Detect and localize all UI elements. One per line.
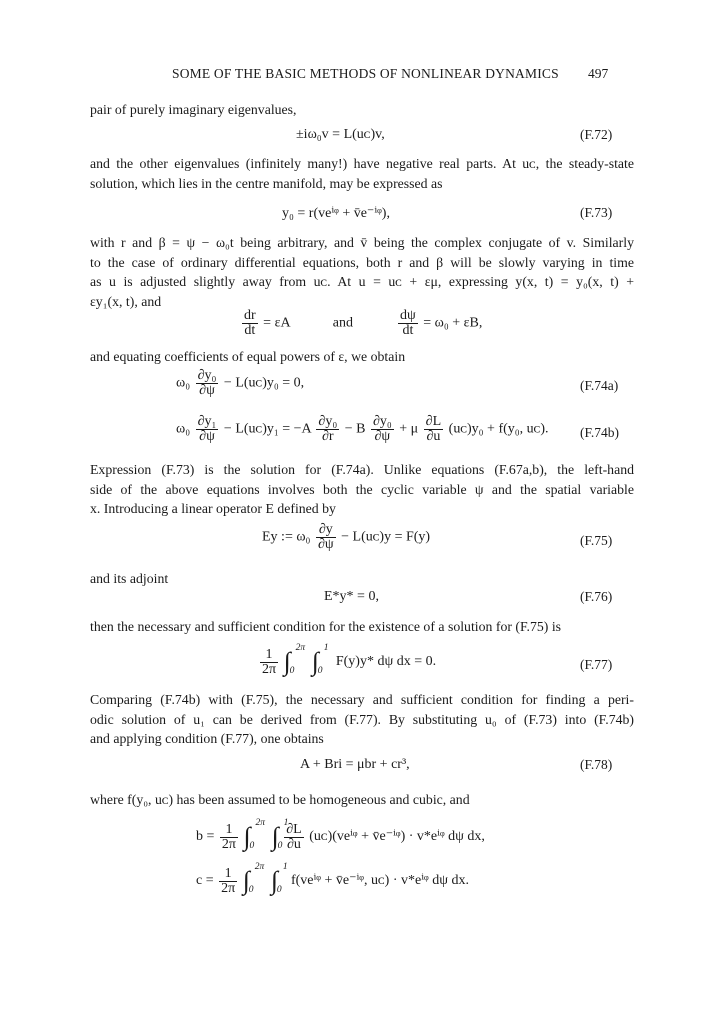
equation-f77 bbox=[258, 643, 437, 677]
equation-term: − L(uᴄ)y = F(y) bbox=[341, 529, 431, 545]
text-line: with r and β = ψ − ω₀t being arbitrary, and v̄ being the complex conjugate of v. Similarly bbox=[90, 235, 634, 250]
text-line: pair of purely imaginary eigenvalues, bbox=[90, 102, 297, 117]
equation-term: Ey := ω₀ bbox=[262, 529, 311, 545]
integral-sign: ∫ 2π 0 bbox=[243, 818, 265, 851]
text-line: εy₁(x, t), and bbox=[90, 293, 162, 309]
text-line: Comparing (F.74b) with (F.75), the necessary and sufficient condition for finding a peri- bbox=[90, 692, 634, 707]
paragraph-2 bbox=[90, 154, 634, 193]
text-line: to the case of ordinary differential equations, both r and β will be slowly varying in time bbox=[90, 254, 634, 270]
equation-tag-f73: (F.73) bbox=[580, 205, 613, 220]
page-number: 497 bbox=[588, 66, 609, 81]
equation-f74b bbox=[176, 415, 549, 444]
equation-f78: A + Bri = μbr + cr³, bbox=[300, 757, 410, 772]
equation-b bbox=[196, 818, 485, 852]
integral-sign: ∫ 1 0 bbox=[270, 862, 288, 895]
text-line: where f(y₀, uᴄ) has been assumed to be homogeneous and cubic, and bbox=[90, 792, 470, 807]
equation-term: F(y)y* dψ dx = 0. bbox=[335, 654, 437, 670]
paragraph-5 bbox=[90, 460, 634, 519]
equation-f76: E*y* = 0, bbox=[324, 589, 379, 604]
text-line: and its adjoint bbox=[90, 571, 169, 586]
equation-term: ω₀ bbox=[176, 421, 191, 437]
integral-sign: ∫ 2π 0 bbox=[242, 862, 265, 895]
equation-term: − L(uᴄ)y₀ = 0, bbox=[223, 375, 305, 391]
integral-sign: ∫ 2π 0 bbox=[283, 643, 306, 676]
text-line: x. Introducing a linear operator E defined by bbox=[90, 501, 336, 516]
paragraph-8 bbox=[90, 690, 634, 749]
equation-tag-f77: (F.77) bbox=[580, 657, 613, 672]
equation-term: + μ bbox=[399, 421, 419, 437]
fraction: $\frac{d\psi}{dt}$ bbox=[400, 308, 416, 338]
fraction: $\frac{\partial y}{\partial\psi}$ bbox=[317, 522, 334, 552]
integral-sign: ∫ 1 0 bbox=[311, 643, 329, 676]
text-line: and the other eigenvalues (infinitely many!) have negative real parts. At uᴄ, the steady-state bbox=[90, 156, 634, 171]
fraction: $\frac{1}{2\pi}$ bbox=[221, 821, 236, 852]
equation-f72: ±iω₀v = L(uᴄ)v, bbox=[296, 127, 385, 142]
integral-sign: ∫ 1 0 bbox=[271, 818, 289, 851]
equation-c bbox=[196, 862, 469, 896]
equation-term: − L(uᴄ)y₁ = −A bbox=[223, 421, 311, 437]
fraction: $\frac{dr}{dt}$ bbox=[244, 308, 256, 338]
equation-f74a bbox=[176, 369, 304, 398]
fraction: $\frac{1}{2\pi}$ bbox=[221, 865, 236, 896]
equation-term: − B bbox=[344, 421, 366, 437]
equation-term: = ω₀ + εB, bbox=[423, 315, 483, 331]
equation-term: c = bbox=[196, 873, 214, 889]
equation-f75 bbox=[262, 523, 430, 552]
equation-f73: y₀ = r(veⁱᵠ + v̄e⁻ⁱᵠ), bbox=[282, 206, 390, 221]
fraction: $\frac{\text{∂y₀}}{\partial\psi}$ bbox=[197, 368, 217, 398]
fraction: $\frac{\text{∂y₀}}{\partial r}$ bbox=[318, 414, 338, 444]
equation-tag-f74a: (F.74a) bbox=[580, 378, 619, 393]
equation-tag-f78: (F.78) bbox=[580, 757, 613, 772]
equation-term: f(veⁱᵠ + v̄e⁻ⁱᵠ, uᴄ) · v*eⁱᵠ dψ dx. bbox=[290, 873, 469, 889]
text-line: Expression (F.73) is the solution for (F.74a). Unlike equations (F.67a,b), the left-hand bbox=[90, 462, 634, 477]
text-line: solution, which lies in the centre manifold, may be expressed as bbox=[90, 175, 443, 191]
fraction: $\frac{1}{2\pi}$ bbox=[262, 646, 277, 677]
paragraph-4 bbox=[90, 347, 634, 367]
equation-tag-f76: (F.76) bbox=[580, 589, 613, 604]
text-line: side of the above equations involves both the cyclic variable ψ and the spatial variable bbox=[90, 481, 634, 497]
fraction: $\frac{\text{∂y₁}}{\partial\psi}$ bbox=[197, 414, 217, 444]
equation-term: b = bbox=[196, 829, 215, 845]
text-line: and applying condition (F.77), one obtains bbox=[90, 731, 324, 746]
fraction: $\frac{\partial L}{\partial u}$ bbox=[286, 821, 302, 852]
equation-connector: and bbox=[332, 315, 354, 331]
equation-term: (uᴄ)(veⁱᵠ + v̄e⁻ⁱᵠ) · v*eⁱᵠ dψ dx, bbox=[309, 829, 485, 845]
text-line: odic solution of u₁ can be derived from (F.77). By substituting u₀ of (F.73) into (F.74b) bbox=[90, 711, 634, 727]
paragraph-9 bbox=[90, 790, 634, 810]
paragraph-1 bbox=[90, 100, 634, 120]
paragraph-3 bbox=[90, 233, 634, 311]
equation-tag-f72: (F.72) bbox=[580, 127, 613, 142]
text-line: as u is adjusted slightly away from uᴄ. At u = uᴄ + εμ, expressing y(x, t) = y₀(x, t) + bbox=[90, 274, 634, 289]
equation-rates bbox=[240, 309, 482, 338]
text-line: then the necessary and sufficient condition for the existence of a solution for (F.75) is bbox=[90, 619, 562, 634]
equation-term: ω₀ bbox=[176, 375, 191, 391]
fraction: $\frac{\text{∂y₀}}{\partial\psi}$ bbox=[372, 414, 392, 444]
equation-tag-f74b: (F.74b) bbox=[580, 425, 620, 440]
fraction: $\frac{\partial L}{\partial u}$ bbox=[425, 414, 442, 444]
equation-term: = εA bbox=[263, 315, 290, 331]
paragraph-6 bbox=[90, 569, 634, 589]
paragraph-7 bbox=[90, 617, 634, 637]
running-title: SOME OF THE BASIC METHODS OF NONLINEAR DYNAMICS bbox=[172, 66, 559, 81]
equation-term: (uᴄ)y₀ + f(y₀, uᴄ). bbox=[448, 421, 549, 437]
equation-tag-f75: (F.75) bbox=[580, 533, 613, 548]
text-line: and equating coefficients of equal powers of ε, we obtain bbox=[90, 349, 406, 364]
